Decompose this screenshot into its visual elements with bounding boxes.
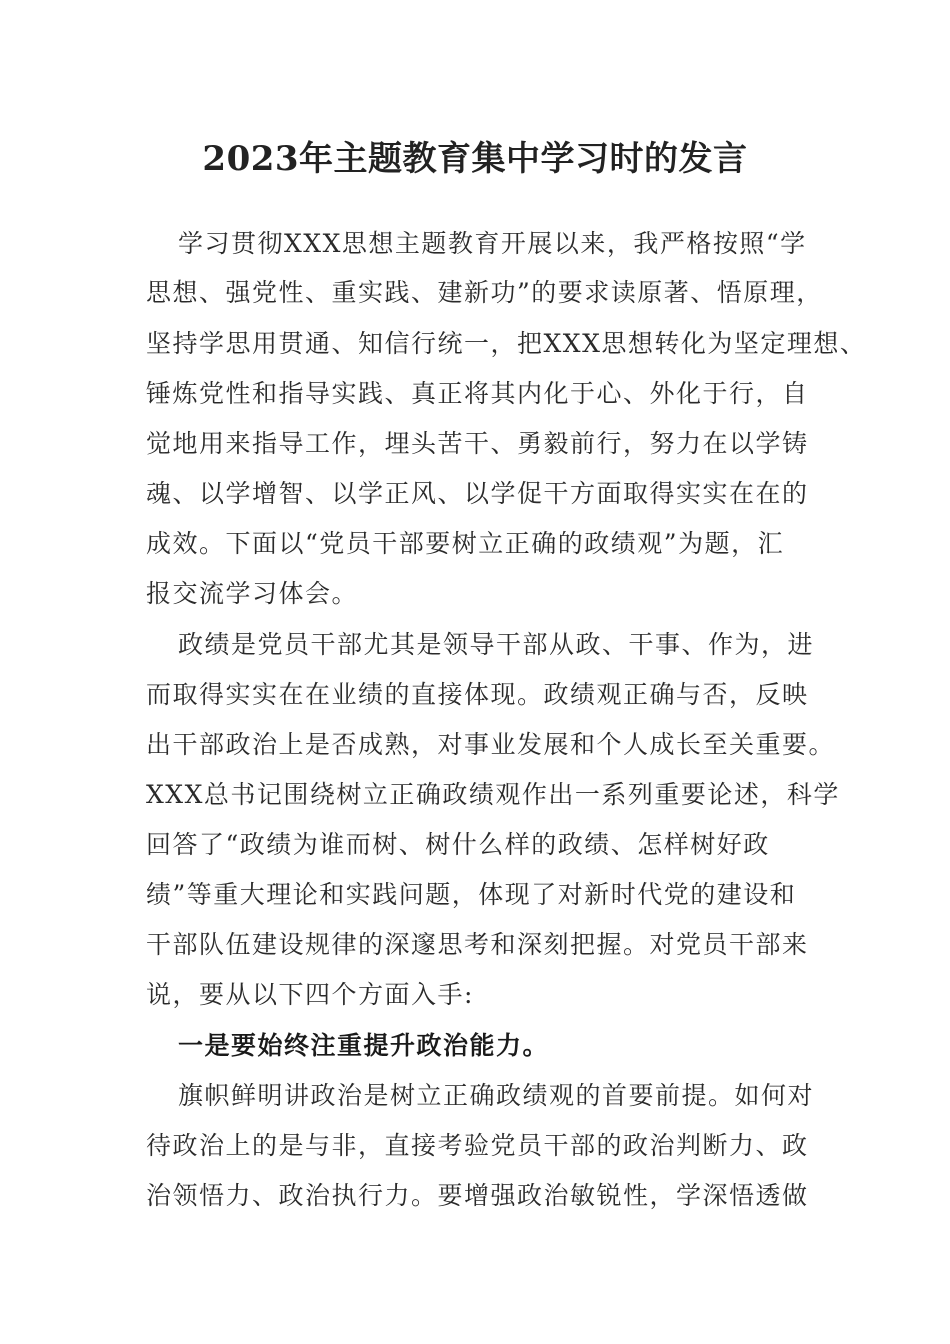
section-heading: 一是要始终注重提升政治能力。 [178,1031,550,1060]
paragraph-line: XXX总书记围绕树立正确政绩观作出一系列重要论述，科学 [146,780,840,809]
paragraph-line: 回答了“政绩为谁而树、树什么样的政绩、怎样树好政 [146,830,770,859]
paragraph-line: 坚持学思用贯通、知信行统一，把XXX思想转化为坚定理想、 [146,329,867,358]
paragraph-line: 治领悟力、政治执行力。要增强政治敏锐性，学深悟透做 [146,1181,809,1210]
paragraph-line: 觉地用来指导工作，埋头苦干、勇毅前行，努力在以学铸 [146,429,809,458]
paragraph-line: 说，要从以下四个方面入手: [146,980,474,1009]
paragraph-line: 思想、强党性、重实践、建新功”的要求读原著、悟原理， [146,278,823,307]
paragraph-line: 干部队伍建设规律的深邃思考和深刻把握。对党员干部来 [146,930,809,959]
paragraph-line: 成效。下面以“党员干部要树立正确的政绩观”为题，汇 [146,529,785,558]
paragraph-line: 魂、以学增智、以学正风、以学促干方面取得实实在在的 [146,479,809,508]
paragraph-line: 旗帜鲜明讲政治是树立正确政绩观的首要前提。如何对 [178,1081,815,1110]
paragraph-line: 政绩是党员干部尤其是领导干部从政、干事、作为，进 [178,630,815,659]
paragraph-line: 待政治上的是与非，直接考验党员干部的政治判断力、政 [146,1131,809,1160]
paragraph-line: 学习贯彻XXX思想主题教育开展以来，我严格按照“学 [178,229,807,258]
paragraph-line: 绩”等重大理论和实践问题，体现了对新时代党的建设和 [146,880,797,909]
paragraph-line: 锤炼党性和指导实践、真正将其内化于心、外化于行，自 [146,379,809,408]
paragraph-line: 而取得实实在在业绩的直接体现。政绩观正确与否，反映 [146,680,809,709]
document-title: 2023年主题教育集中学习时的发言 [202,139,748,179]
paragraph-line: 出干部政治上是否成熟，对事业发展和个人成长至关重要。 [146,730,836,759]
paragraph-line: 报交流学习体会。 [146,579,359,608]
